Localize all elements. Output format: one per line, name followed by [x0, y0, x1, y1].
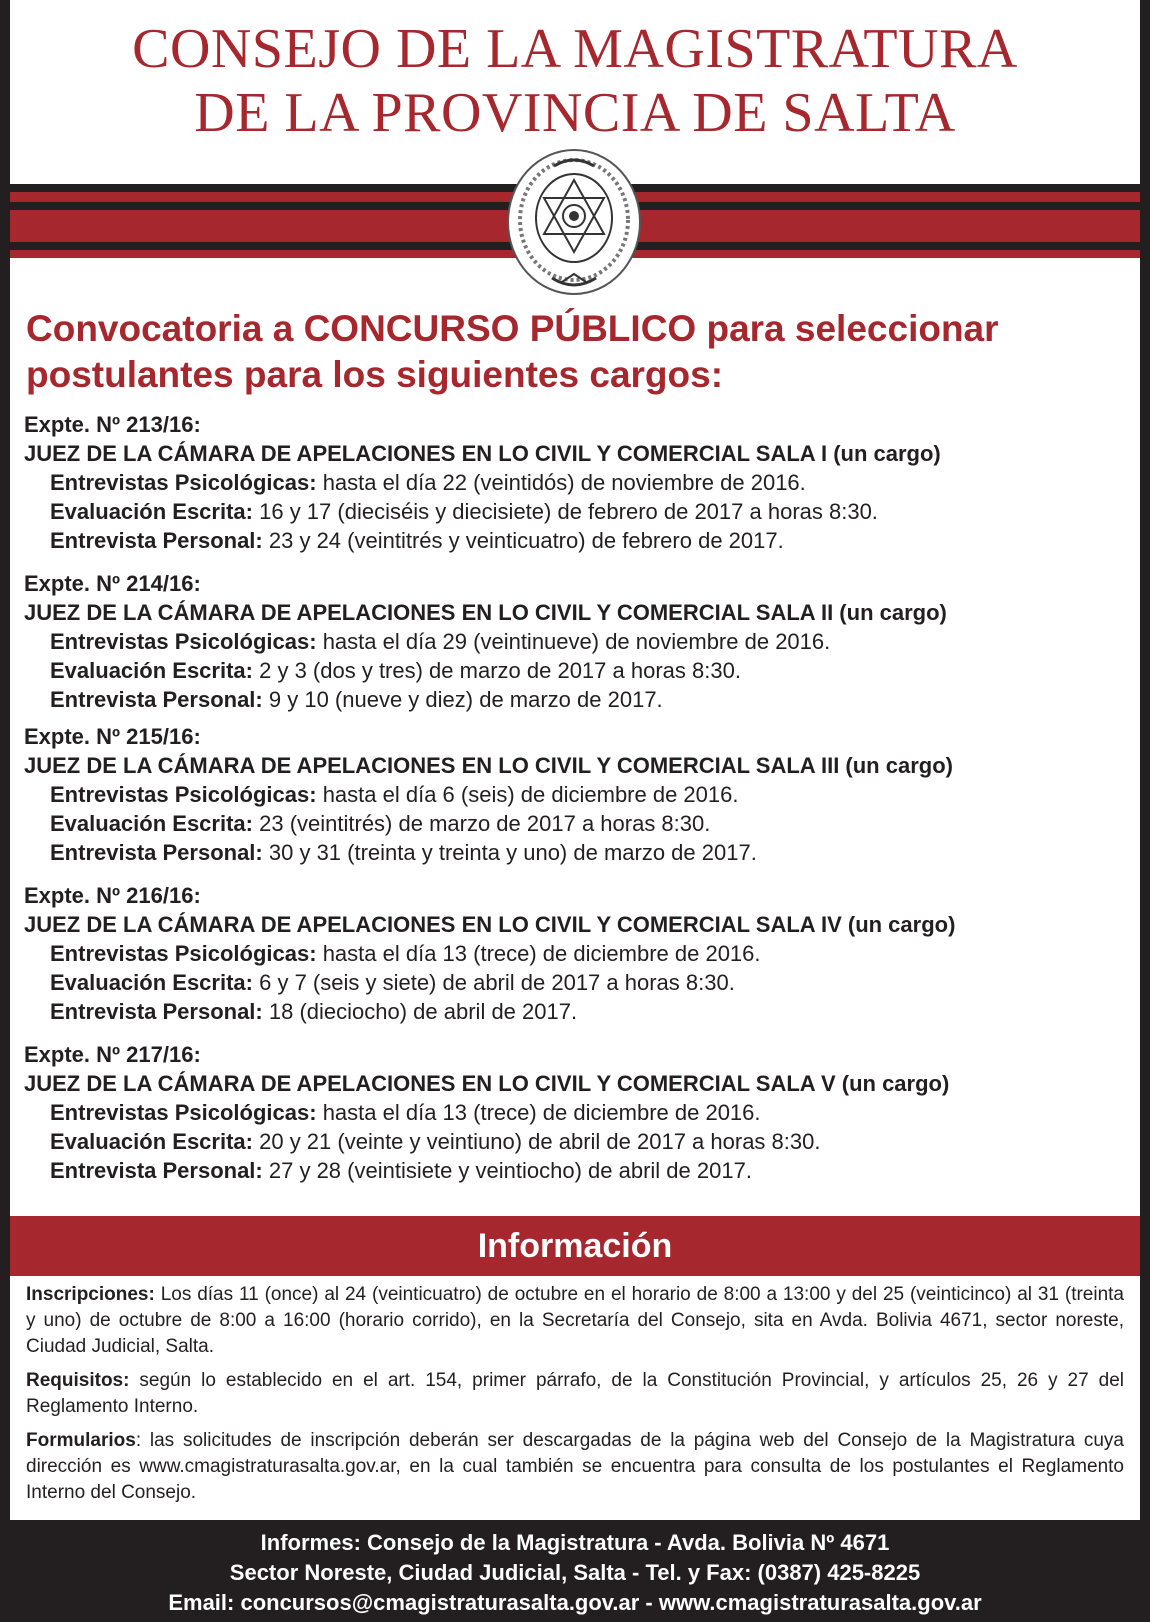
footer-line-2: Sector Noreste, Ciudad Judicial, Salta - Tel. y Fax: (0387) 425-8225	[229, 1560, 921, 1585]
personal-row	[24, 1156, 1140, 1185]
psicologicas-label: Entrevistas Psicológicas:	[50, 941, 317, 966]
personal-value: 9 y 10 (nueve y diez) de marzo de 2017.	[268, 687, 663, 712]
escrita-value: 16 y 17 (dieciséis y diecisiete) de febrero de 2017 a horas 8:30.	[259, 499, 878, 524]
escrita-row	[24, 656, 1140, 685]
footer-line-1: Informes: Consejo de la Magistratura - Avda. Bolivia Nº 4671	[260, 1530, 890, 1555]
formularios-text: : las solicitudes de inscripción deberán ser descargadas de la página web del Consejo de la Magistratura cuya dirección es www.cmagistraturasalta.gov.ar, en la cual también se encuentra para consulta de los postulantes el Reglamento Interno del Consejo.	[26, 1430, 1124, 1503]
escrita-row	[24, 968, 1140, 997]
expediente-number: Expte. Nº 213/16:	[24, 412, 201, 437]
psicologicas-value: hasta el día 13 (trece) de diciembre de 2016.	[322, 1100, 761, 1125]
personal-row	[24, 526, 1140, 555]
inscripciones-paragraph	[26, 1282, 1124, 1360]
expediente-block	[24, 410, 1140, 555]
cargo-title: JUEZ DE LA CÁMARA DE APELACIONES EN LO CIVIL Y COMERCIAL SALA V (un cargo)	[24, 1071, 950, 1096]
personal-row	[24, 685, 1140, 714]
requisitos-paragraph	[26, 1368, 1124, 1420]
psicologicas-label: Entrevistas Psicológicas:	[50, 629, 317, 654]
psicologicas-value: hasta el día 22 (veintidós) de noviembre de 2016.	[322, 470, 806, 495]
psicologicas-row	[24, 468, 1140, 497]
psicologicas-row	[24, 780, 1140, 809]
personal-label: Entrevista Personal:	[50, 840, 263, 865]
psicologicas-label: Entrevistas Psicológicas:	[50, 470, 317, 495]
formularios-label: Formularios	[26, 1430, 136, 1451]
escrita-value: 23 (veintitrés) de marzo de 2017 a horas 8:30.	[259, 811, 711, 836]
escrita-row	[24, 1127, 1140, 1156]
escrita-value: 20 y 21 (veinte y veintiuno) de abril de 2017 a horas 8:30.	[259, 1129, 821, 1154]
formularios-paragraph	[26, 1428, 1124, 1506]
convocatoria-headline	[26, 306, 1136, 398]
psicologicas-label: Entrevistas Psicológicas:	[50, 782, 317, 807]
escrita-row	[24, 497, 1140, 526]
contact-footer	[0, 1522, 1150, 1622]
expediente-block	[24, 569, 1140, 714]
inscripciones-text: Los días 11 (once) al 24 (veinticuatro) de octubre en el horario de 8:00 a 13:00 y del 25 (veinticinco) al 31 (treinta y uno) de octubre de 8:00 a 16:00 (horario corrido), en la Secretaría del Consejo, sita en Avda. Bolivia 4671, sector noreste, Ciudad Judicial, Salta.	[26, 1284, 1124, 1357]
info-heading: Información	[10, 1216, 1140, 1276]
escrita-value: 6 y 7 (seis y siete) de abril de 2017 a horas 8:30.	[259, 970, 735, 995]
expediente-block	[24, 881, 1140, 1026]
personal-value: 30 y 31 (treinta y treinta y uno) de marzo de 2017.	[268, 840, 757, 865]
psicologicas-value: hasta el día 13 (trece) de diciembre de 2016.	[322, 941, 761, 966]
cargo-title: JUEZ DE LA CÁMARA DE APELACIONES EN LO CIVIL Y COMERCIAL SALA I (un cargo)	[24, 441, 941, 466]
escrita-label: Evaluación Escrita:	[50, 811, 253, 836]
personal-label: Entrevista Personal:	[50, 528, 263, 553]
personal-value: 18 (dieciocho) de abril de 2017.	[268, 999, 578, 1024]
psicologicas-row	[24, 1098, 1140, 1127]
personal-label: Entrevista Personal:	[50, 999, 263, 1024]
escrita-label: Evaluación Escrita:	[50, 499, 253, 524]
title-line-2: DE LA PROVINCIA DE SALTA	[194, 82, 956, 144]
escrita-value: 2 y 3 (dos y tres) de marzo de 2017 a horas 8:30.	[259, 658, 741, 683]
expediente-number: Expte. Nº 214/16:	[24, 571, 201, 596]
escrita-label: Evaluación Escrita:	[50, 1129, 253, 1154]
inscripciones-label: Inscripciones:	[26, 1284, 155, 1305]
cargo-title: JUEZ DE LA CÁMARA DE APELACIONES EN LO CIVIL Y COMERCIAL SALA II (un cargo)	[24, 600, 947, 625]
title-line-1: CONSEJO DE LA MAGISTRATURA	[132, 18, 1018, 80]
expediente-block	[24, 1040, 1140, 1185]
footer-line-3: Email: concursos@cmagistraturasalta.gov.ar - www.cmagistraturasalta.gov.ar	[168, 1590, 982, 1615]
personal-label: Entrevista Personal:	[50, 1158, 263, 1183]
psicologicas-label: Entrevistas Psicológicas:	[50, 1100, 317, 1125]
personal-row	[24, 997, 1140, 1026]
psicologicas-value: hasta el día 6 (seis) de diciembre de 2016.	[322, 782, 739, 807]
expedientes-list	[24, 410, 1140, 1185]
personal-value: 23 y 24 (veintitrés y veinticuatro) de febrero de 2017.	[268, 528, 784, 553]
personal-label: Entrevista Personal:	[50, 687, 263, 712]
psicologicas-row	[24, 939, 1140, 968]
cargo-title: JUEZ DE LA CÁMARA DE APELACIONES EN LO CIVIL Y COMERCIAL SALA IV (un cargo)	[24, 912, 956, 937]
expediente-number: Expte. Nº 215/16:	[24, 724, 201, 749]
info-section	[26, 1282, 1124, 1514]
notice-sheet	[10, 0, 1140, 1520]
escrita-label: Evaluación Escrita:	[50, 658, 253, 683]
personal-row	[24, 838, 1140, 867]
requisitos-label: Requisitos:	[26, 1370, 130, 1391]
personal-value: 27 y 28 (veintisiete y veintiocho) de abril de 2017.	[268, 1158, 752, 1183]
psicologicas-row	[24, 627, 1140, 656]
expediente-number: Expte. Nº 217/16:	[24, 1042, 201, 1067]
escrita-row	[24, 809, 1140, 838]
requisitos-text: según lo establecido en el art. 154, primer párrafo, de la Constitución Provincial, y artículos 25, 26 y 27 del Reglamento Interno.	[26, 1370, 1124, 1417]
expediente-block	[24, 722, 1140, 867]
psicologicas-value: hasta el día 29 (veintinueve) de noviembre de 2016.	[322, 629, 831, 654]
cargo-title: JUEZ DE LA CÁMARA DE APELACIONES EN LO CIVIL Y COMERCIAL SALA III (un cargo)	[24, 753, 953, 778]
expediente-number: Expte. Nº 216/16:	[24, 883, 201, 908]
coat-of-arms-seal-icon	[504, 146, 644, 298]
headline-line-2: postulantes para los siguientes cargos:	[26, 354, 724, 395]
headline-line-1: Convocatoria a CONCURSO PÚBLICO para seleccionar	[26, 308, 999, 349]
escrita-label: Evaluación Escrita:	[50, 970, 253, 995]
